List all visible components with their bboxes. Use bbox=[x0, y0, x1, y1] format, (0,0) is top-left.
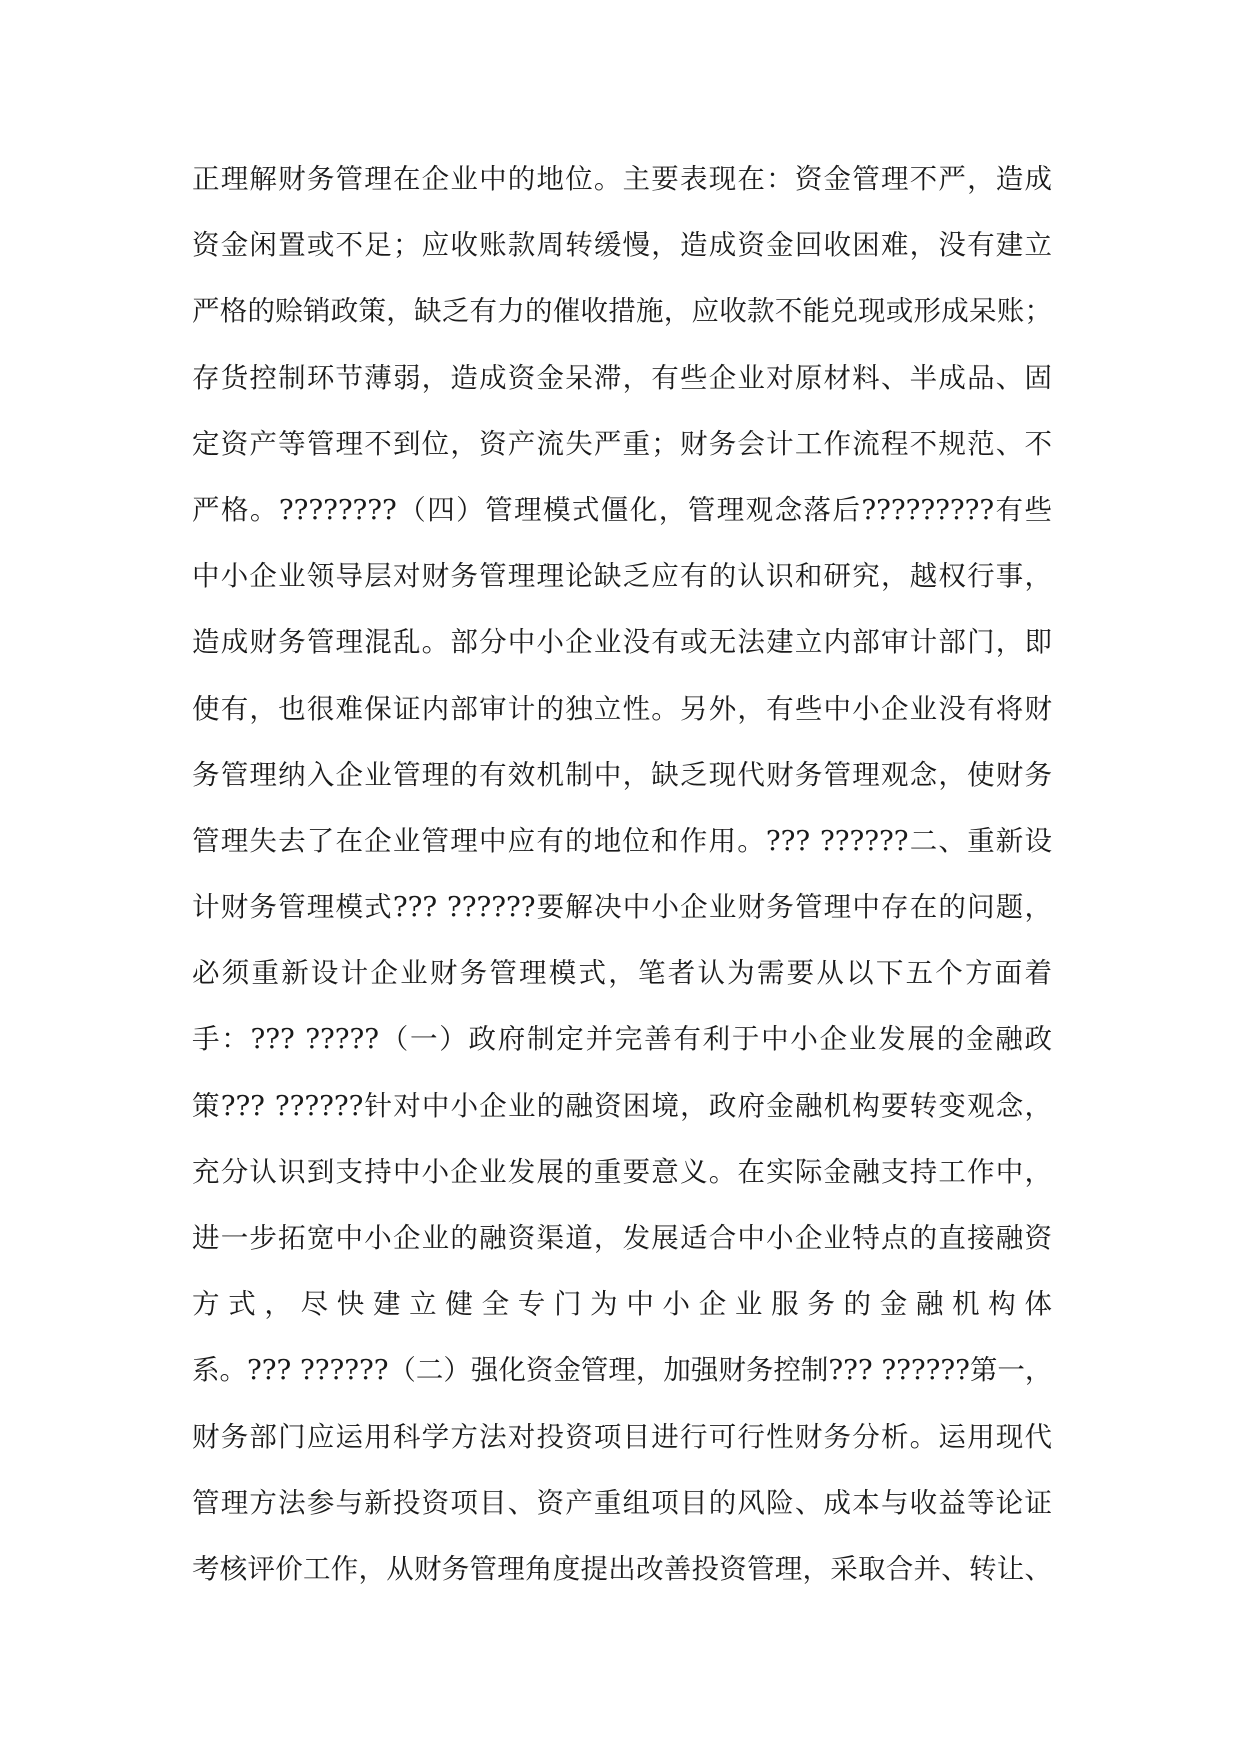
body-text bbox=[192, 161, 1052, 1617]
text-line-4: 存货控制环节薄弱，造成资金呆滞，有些企业对原材料、半成品、固 bbox=[192, 361, 1052, 394]
text-line-21: 管理方法参与新投资项目、资产重组项目的风险、成本与收益等论证 bbox=[192, 1486, 1052, 1519]
text-line-8: 造成财务管理混乱。部分中小企业没有或无法建立内部审计部门，即 bbox=[192, 626, 1052, 659]
text-line-11: 管理失去了在企业管理中应有的地位和作用。??? ??????二、重新设 bbox=[192, 824, 1052, 857]
text-line-17: 进一步拓宽中小企业的融资渠道，发展适合中小企业特点的直接融资 bbox=[192, 1222, 1052, 1254]
text-line-22: 考核评价工作，从财务管理角度提出改善投资管理，采取合并、转让、 bbox=[192, 1552, 1052, 1585]
text-line-9: 使有，也很难保证内部审计的独立性。另外，有些中小企业没有将财 bbox=[192, 692, 1052, 725]
text-line-5: 定资产等管理不到位，资产流失严重；财务会计工作流程不规范、不 bbox=[192, 427, 1052, 460]
text-line-18: 方式，尽快建立健全专门为中小企业服务的金融机构体 bbox=[192, 1288, 1052, 1321]
text-line-20: 财务部门应运用科学方法对投资项目进行可行性财务分析。运用现代 bbox=[192, 1420, 1052, 1453]
text-line-3: 严格的赊销政策，缺乏有力的催收措施，应收款不能兑现或形成呆账； bbox=[192, 295, 1052, 328]
text-line-13: 必须重新设计企业财务管理模式，笔者认为需要从以下五个方面着 bbox=[192, 957, 1052, 990]
text-line-12: 计财务管理模式??? ??????要解决中小企业财务管理中存在的问题， bbox=[192, 891, 1052, 924]
text-line-6: 严格。????????（四）管理模式僵化，管理观念落后?????????有些 bbox=[192, 493, 1052, 526]
text-line-15: 策??? ??????针对中小企业的融资困境，政府金融机构要转变观念， bbox=[192, 1089, 1052, 1122]
text-line-14: 手：??? ?????（一）政府制定并完善有利于中小企业发展的金融政 bbox=[192, 1023, 1052, 1056]
text-line-16: 充分认识到支持中小企业发展的重要意义。在实际金融支持工作中， bbox=[192, 1155, 1052, 1188]
text-line-1: 正理解财务管理在企业中的地位。主要表现在：资金管理不严，造成 bbox=[192, 163, 1052, 195]
text-line-19: 系。??? ??????（二）强化资金管理，加强财务控制??? ??????第一， bbox=[192, 1354, 1052, 1387]
text-line-7: 中小企业领导层对财务管理理论缺乏应有的认识和研究，越权行事， bbox=[192, 560, 1052, 593]
text-line-10: 务管理纳入企业管理的有效机制中，缺乏现代财务管理观念，使财务 bbox=[192, 758, 1052, 791]
text-line-2: 资金闲置或不足；应收账款周转缓慢，造成资金回收困难，没有建立 bbox=[192, 229, 1052, 262]
